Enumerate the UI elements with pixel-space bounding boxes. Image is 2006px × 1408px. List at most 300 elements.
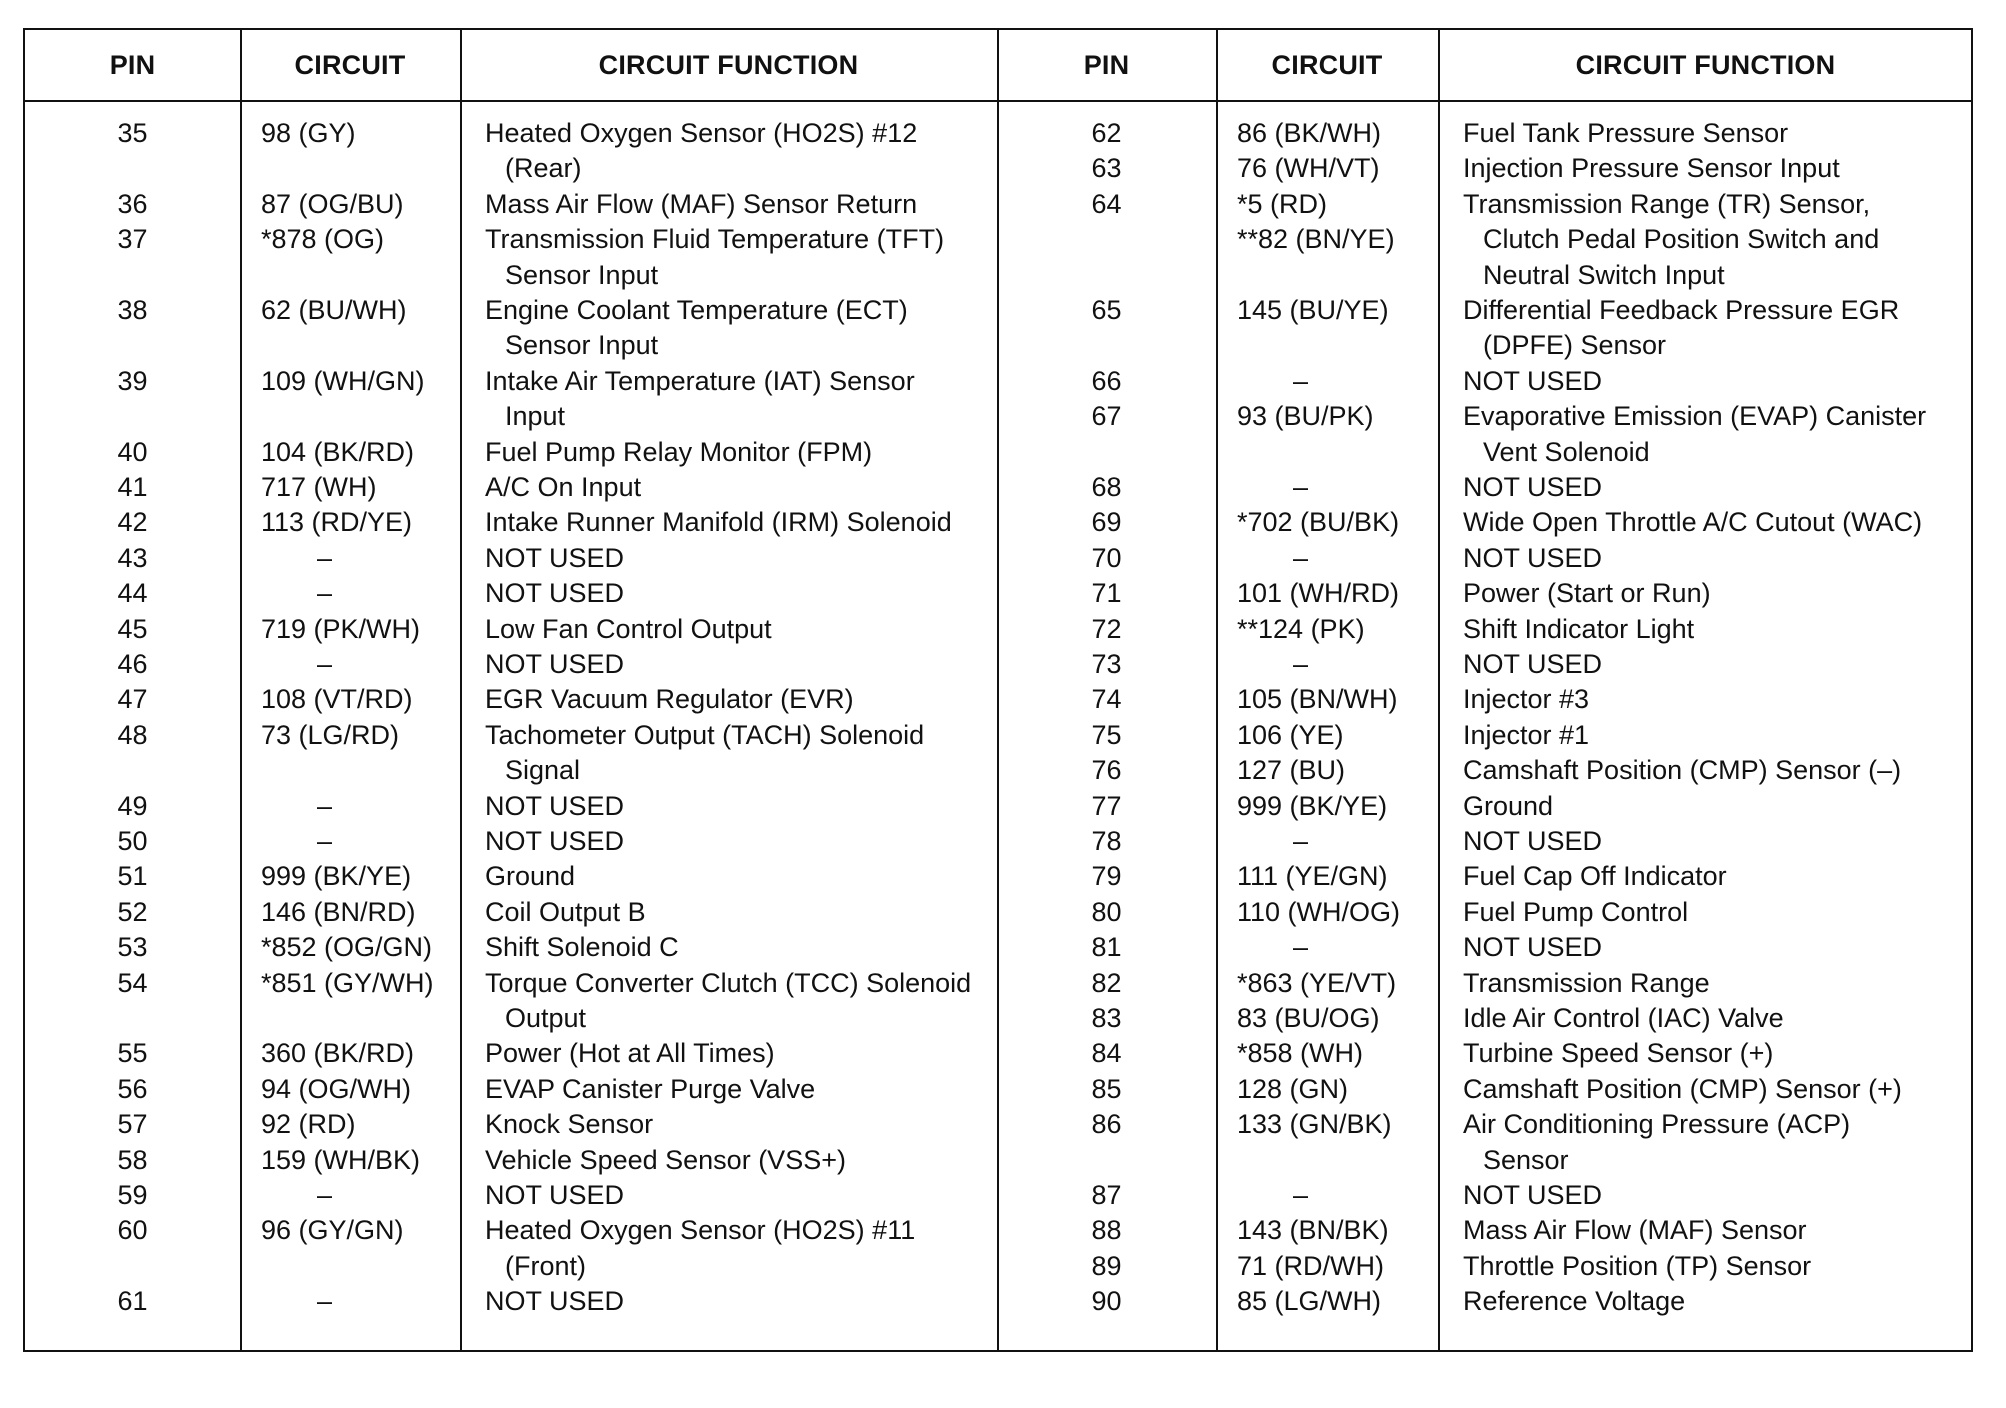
circuit-cell bbox=[261, 364, 460, 399]
function-text: NOT USED bbox=[1463, 932, 1603, 963]
pin-number: 65 bbox=[1091, 295, 1122, 325]
pin-number: 52 bbox=[117, 896, 148, 927]
pin-number: 50 bbox=[117, 826, 148, 856]
function-text: Engine Coolant Temperature (ECT) bbox=[485, 295, 908, 325]
function-cell bbox=[485, 895, 997, 930]
circuit-code: 96 (GY/GN) bbox=[261, 1215, 404, 1246]
circuit-code: 111 (YE/GN) bbox=[1237, 861, 1388, 892]
function-cell bbox=[1463, 824, 1973, 859]
circuit-code: 85 (LG/WH) bbox=[1237, 1286, 1382, 1317]
function-cell bbox=[1463, 789, 1973, 824]
circuit-code: 94 (OG/WH) bbox=[261, 1073, 412, 1104]
circuit-code: 62 (BU/WH) bbox=[261, 295, 407, 325]
function-text-continued: Vent Solenoid bbox=[1483, 436, 1650, 467]
circuit-cell bbox=[1237, 753, 1438, 788]
function-cell bbox=[485, 1178, 997, 1213]
circuit-cell bbox=[261, 1284, 460, 1319]
circuit-code: 110 (WH/OG) bbox=[1237, 896, 1401, 927]
circuit-code: 93 (BU/PK) bbox=[1237, 401, 1374, 432]
header-circuit-left: CIRCUIT bbox=[294, 49, 406, 80]
circuit-cell bbox=[261, 505, 460, 540]
function-text-continued: Output bbox=[505, 1002, 587, 1033]
column-divider bbox=[1216, 30, 1218, 1350]
circuit-cell bbox=[261, 1213, 460, 1248]
circuit-cell bbox=[1237, 151, 1438, 186]
circuit-cell bbox=[1237, 718, 1438, 753]
function-cell bbox=[1463, 1072, 1973, 1107]
pin-number: 48 bbox=[117, 719, 148, 750]
function-text: Power (Hot at All Times) bbox=[485, 1038, 775, 1069]
circuit-code: **124 (PK) bbox=[1237, 613, 1365, 644]
function-cell bbox=[485, 187, 997, 222]
function-cell bbox=[485, 1072, 997, 1107]
function-text: Low Fan Control Output bbox=[485, 613, 772, 644]
circuit-code: 143 (BN/BK) bbox=[1237, 1215, 1389, 1246]
function-text: Ground bbox=[1463, 790, 1554, 821]
circuit-code: 159 (WH/BK) bbox=[261, 1144, 421, 1175]
circuit-cell bbox=[261, 116, 460, 151]
circuit-cell bbox=[261, 187, 460, 222]
circuit-code: – bbox=[1293, 932, 1309, 963]
circuit-cell bbox=[1237, 576, 1438, 611]
function-cell bbox=[485, 541, 997, 576]
column-divider bbox=[240, 30, 242, 1350]
circuit-code: 360 (BK/RD) bbox=[261, 1038, 415, 1069]
circuit-code: 83 (BU/OG) bbox=[1237, 1003, 1380, 1033]
function-text: A/C On Input bbox=[485, 472, 642, 502]
function-text: NOT USED bbox=[485, 826, 625, 856]
pin-number: 47 bbox=[117, 684, 148, 715]
circuit-cell bbox=[1237, 612, 1438, 647]
function-text: Turbine Speed Sensor (+) bbox=[1463, 1038, 1774, 1069]
function-cell bbox=[1463, 1249, 1973, 1284]
pin-number: 67 bbox=[1091, 401, 1122, 432]
function-cell bbox=[485, 824, 997, 859]
function-text: Tachometer Output (TACH) Solenoid bbox=[485, 719, 925, 750]
function-text: Power (Start or Run) bbox=[1463, 578, 1711, 609]
function-text: Heated Oxygen Sensor (HO2S) #11 bbox=[485, 1215, 916, 1246]
function-cell bbox=[485, 930, 997, 965]
circuit-cell bbox=[261, 789, 460, 824]
circuit-cell bbox=[1237, 1107, 1438, 1142]
circuit-code: 87 (OG/BU) bbox=[261, 188, 404, 219]
function-cell bbox=[1463, 364, 1973, 399]
function-text: NOT USED bbox=[1463, 1180, 1603, 1210]
function-text: Coil Output B bbox=[485, 896, 646, 927]
pin-number: 80 bbox=[1091, 896, 1122, 927]
circuit-code: – bbox=[1293, 542, 1309, 573]
function-cell bbox=[485, 116, 997, 187]
pin-number: 38 bbox=[117, 295, 148, 325]
function-text: NOT USED bbox=[485, 578, 625, 609]
circuit-code: 999 (BK/YE) bbox=[1237, 790, 1388, 821]
function-text: Injection Pressure Sensor Input bbox=[1463, 153, 1840, 184]
pin-number: 73 bbox=[1091, 649, 1122, 679]
pin-number: 63 bbox=[1091, 153, 1122, 184]
pin-number: 83 bbox=[1091, 1003, 1122, 1033]
circuit-cell bbox=[1237, 1213, 1438, 1248]
pin-number: 86 bbox=[1091, 1109, 1122, 1140]
pin-number: 77 bbox=[1091, 790, 1122, 821]
circuit-cell bbox=[1237, 895, 1438, 930]
pin-number: 75 bbox=[1091, 719, 1122, 750]
function-cell bbox=[1463, 682, 1973, 717]
circuit-cell bbox=[1237, 470, 1438, 505]
function-text-continued: (Rear) bbox=[505, 153, 582, 184]
function-cell bbox=[485, 293, 997, 364]
pin-number: 41 bbox=[117, 472, 148, 502]
function-cell bbox=[1463, 1178, 1973, 1213]
circuit-cell bbox=[1237, 789, 1438, 824]
function-cell bbox=[1463, 187, 1973, 293]
function-text-continued: Clutch Pedal Position Switch and bbox=[1483, 224, 1880, 255]
circuit-cell bbox=[1237, 399, 1438, 434]
function-cell bbox=[1463, 399, 1973, 470]
circuit-cell bbox=[261, 435, 460, 470]
circuit-cell bbox=[261, 293, 460, 328]
function-text-continued: Signal bbox=[505, 755, 581, 786]
circuit-code: – bbox=[317, 542, 333, 573]
circuit-code: 109 (WH/GN) bbox=[261, 365, 425, 396]
circuit-cell bbox=[1237, 859, 1438, 894]
circuit-cell bbox=[261, 222, 460, 257]
function-text: Shift Solenoid C bbox=[485, 932, 679, 963]
pin-number: 59 bbox=[117, 1180, 148, 1210]
circuit-cell bbox=[261, 1178, 460, 1213]
pin-number: 85 bbox=[1091, 1073, 1122, 1104]
function-text: Reference Voltage bbox=[1463, 1286, 1686, 1317]
circuit-cell bbox=[1237, 1072, 1438, 1107]
pin-number: 55 bbox=[117, 1038, 148, 1069]
function-text: Wide Open Throttle A/C Cutout (WAC) bbox=[1463, 507, 1923, 538]
function-cell bbox=[1463, 1107, 1973, 1178]
function-text: Mass Air Flow (MAF) Sensor bbox=[1463, 1215, 1807, 1246]
circuit-cell bbox=[261, 1107, 460, 1142]
function-text: Differential Feedback Pressure EGR bbox=[1463, 295, 1900, 325]
function-cell bbox=[485, 222, 997, 293]
pin-number: 43 bbox=[117, 542, 148, 573]
function-cell bbox=[485, 1143, 997, 1178]
function-cell bbox=[485, 505, 997, 540]
header-pin-left: PIN bbox=[109, 49, 156, 80]
circuit-cell bbox=[261, 966, 460, 1001]
function-cell bbox=[1463, 612, 1973, 647]
pin-number: 79 bbox=[1091, 861, 1122, 892]
function-cell bbox=[1463, 293, 1973, 364]
function-text: Torque Converter Clutch (TCC) Solenoid bbox=[485, 967, 972, 998]
circuit-code: – bbox=[1293, 649, 1309, 679]
circuit-cell bbox=[261, 930, 460, 965]
pin-number: 69 bbox=[1091, 507, 1122, 538]
pin-number: 89 bbox=[1091, 1250, 1122, 1281]
function-text: Fuel Pump Control bbox=[1463, 896, 1689, 927]
function-text: Evaporative Emission (EVAP) Canister bbox=[1463, 401, 1927, 432]
function-text-continued: Sensor Input bbox=[505, 259, 659, 290]
circuit-cell bbox=[1237, 364, 1438, 399]
circuit-cell bbox=[261, 541, 460, 576]
function-cell bbox=[485, 1213, 997, 1284]
pin-number: 54 bbox=[117, 967, 148, 998]
pin-number: 49 bbox=[117, 790, 148, 821]
function-text: Transmission Range (TR) Sensor, bbox=[1463, 188, 1871, 219]
function-cell bbox=[1463, 116, 1973, 151]
circuit-code: 92 (RD) bbox=[261, 1109, 356, 1140]
pin-number: 72 bbox=[1091, 613, 1122, 644]
function-text: Idle Air Control (IAC) Valve bbox=[1463, 1003, 1784, 1033]
pin-number: 35 bbox=[117, 118, 148, 148]
function-text: NOT USED bbox=[485, 1286, 625, 1317]
circuit-code: – bbox=[317, 578, 333, 609]
function-text: Fuel Pump Relay Monitor (FPM) bbox=[485, 436, 873, 467]
function-cell bbox=[1463, 576, 1973, 611]
function-cell bbox=[485, 364, 997, 435]
circuit-code: – bbox=[1293, 365, 1309, 396]
circuit-code: – bbox=[1293, 472, 1309, 502]
function-text: NOT USED bbox=[1463, 542, 1603, 573]
circuit-cell bbox=[1237, 1284, 1438, 1319]
circuit-cell bbox=[261, 682, 460, 717]
circuit-code: 101 (WH/RD) bbox=[1237, 578, 1400, 609]
function-text: NOT USED bbox=[1463, 472, 1603, 502]
circuit-code: *863 (YE/VT) bbox=[1237, 967, 1397, 998]
circuit-code: – bbox=[317, 1180, 333, 1210]
pin-number: 61 bbox=[117, 1286, 148, 1317]
circuit-code: *852 (OG/GN) bbox=[261, 932, 433, 963]
circuit-cell bbox=[261, 859, 460, 894]
pin-number: 90 bbox=[1091, 1286, 1122, 1317]
function-text: Intake Air Temperature (IAT) Sensor bbox=[485, 365, 915, 396]
function-cell bbox=[1463, 1001, 1973, 1036]
pin-number: 57 bbox=[117, 1109, 148, 1140]
circuit-code: 108 (VT/RD) bbox=[261, 684, 413, 715]
circuit-code: *878 (OG) bbox=[261, 224, 385, 255]
circuit-code: – bbox=[317, 1286, 333, 1317]
function-cell bbox=[1463, 966, 1973, 1001]
column-divider bbox=[1438, 30, 1440, 1350]
circuit-cell bbox=[1237, 1178, 1438, 1213]
pin-number: 53 bbox=[117, 932, 148, 963]
circuit-code: – bbox=[1293, 1180, 1309, 1210]
circuit-code: *5 (RD) bbox=[1237, 188, 1328, 219]
header-circuit-right: CIRCUIT bbox=[1271, 49, 1383, 80]
function-text: NOT USED bbox=[485, 790, 625, 821]
function-text: Ground bbox=[485, 861, 576, 892]
function-cell bbox=[1463, 930, 1973, 965]
pin-number: 82 bbox=[1091, 967, 1122, 998]
circuit-code: 113 (RD/YE) bbox=[261, 507, 413, 538]
pin-number: 66 bbox=[1091, 365, 1122, 396]
header-function-right: CIRCUIT FUNCTION bbox=[1575, 49, 1836, 80]
function-cell bbox=[485, 682, 997, 717]
function-text: Camshaft Position (CMP) Sensor (+) bbox=[1463, 1073, 1902, 1104]
function-text: NOT USED bbox=[485, 649, 625, 679]
circuit-code: 105 (BN/WH) bbox=[1237, 684, 1398, 715]
pin-number: 60 bbox=[117, 1215, 148, 1246]
pin-number: 62 bbox=[1091, 118, 1122, 148]
circuit-cell bbox=[1237, 1001, 1438, 1036]
pin-number: 70 bbox=[1091, 542, 1122, 573]
circuit-code: *858 (WH) bbox=[1237, 1038, 1364, 1069]
pin-number: 78 bbox=[1091, 826, 1122, 856]
pin-number: 46 bbox=[117, 649, 148, 679]
function-cell bbox=[1463, 1036, 1973, 1071]
circuit-code: 145 (BU/YE) bbox=[1237, 295, 1389, 325]
function-cell bbox=[485, 718, 997, 789]
header-divider bbox=[25, 100, 1971, 102]
pin-number: 51 bbox=[117, 861, 148, 892]
pin-table bbox=[23, 28, 1973, 1352]
circuit-cell bbox=[1237, 1036, 1438, 1071]
function-cell bbox=[1463, 859, 1973, 894]
circuit-code: 999 (BK/YE) bbox=[261, 861, 412, 892]
function-cell bbox=[1463, 647, 1973, 682]
function-text: Fuel Cap Off Indicator bbox=[1463, 861, 1727, 892]
circuit-cell bbox=[1237, 682, 1438, 717]
pin-number: 36 bbox=[117, 188, 148, 219]
function-text: Mass Air Flow (MAF) Sensor Return bbox=[485, 188, 918, 219]
function-text: Heated Oxygen Sensor (HO2S) #12 bbox=[485, 118, 918, 148]
pin-number: 39 bbox=[117, 365, 148, 396]
function-cell bbox=[1463, 753, 1973, 788]
function-text: Injector #1 bbox=[1463, 719, 1590, 750]
function-text: Air Conditioning Pressure (ACP) bbox=[1463, 1109, 1851, 1140]
circuit-code: 86 (BK/WH) bbox=[1237, 118, 1382, 148]
function-cell bbox=[1463, 718, 1973, 753]
function-text: NOT USED bbox=[1463, 365, 1603, 396]
function-cell bbox=[485, 576, 997, 611]
circuit-cell bbox=[261, 470, 460, 505]
function-text: NOT USED bbox=[485, 1180, 625, 1210]
circuit-code: 717 (WH) bbox=[261, 472, 377, 502]
pin-number: 45 bbox=[117, 613, 148, 644]
circuit-code: 106 (YE) bbox=[1237, 719, 1344, 750]
pin-number: 42 bbox=[117, 507, 148, 538]
header-pin-right: PIN bbox=[1083, 49, 1130, 80]
function-text: NOT USED bbox=[485, 542, 625, 573]
function-cell bbox=[1463, 151, 1973, 186]
pin-number: 74 bbox=[1091, 684, 1122, 715]
pin-number: 88 bbox=[1091, 1215, 1122, 1246]
pin-number: 68 bbox=[1091, 472, 1122, 502]
header-function-left: CIRCUIT FUNCTION bbox=[598, 49, 859, 80]
pin-number: 37 bbox=[117, 224, 148, 255]
function-text: NOT USED bbox=[1463, 649, 1603, 679]
circuit-cell bbox=[1237, 116, 1438, 151]
circuit-cell bbox=[1237, 505, 1438, 540]
circuit-code: – bbox=[1293, 826, 1309, 856]
circuit-cell bbox=[1237, 1249, 1438, 1284]
function-cell bbox=[485, 1284, 997, 1319]
function-text: Camshaft Position (CMP) Sensor (–) bbox=[1463, 755, 1902, 786]
circuit-cell bbox=[261, 647, 460, 682]
circuit-cell bbox=[1237, 930, 1438, 965]
pin-number: 87 bbox=[1091, 1180, 1122, 1210]
pin-number: 58 bbox=[117, 1144, 148, 1175]
function-text: Shift Indicator Light bbox=[1463, 613, 1695, 644]
circuit-cell bbox=[261, 612, 460, 647]
function-text-continued: Sensor Input bbox=[505, 330, 659, 361]
circuit-cell bbox=[1237, 293, 1438, 328]
function-text: Vehicle Speed Sensor (VSS+) bbox=[485, 1144, 846, 1175]
circuit-code: 71 (RD/WH) bbox=[1237, 1250, 1384, 1281]
pin-number: 84 bbox=[1091, 1038, 1122, 1069]
circuit-code: *702 (BU/BK) bbox=[1237, 507, 1400, 538]
circuit-code: 127 (BU) bbox=[1237, 755, 1346, 786]
function-text: Knock Sensor bbox=[485, 1109, 654, 1140]
function-cell bbox=[485, 1107, 997, 1142]
function-cell bbox=[1463, 505, 1973, 540]
function-text: Injector #3 bbox=[1463, 684, 1590, 715]
circuit-cell bbox=[261, 1036, 460, 1071]
function-text-continued: Neutral Switch Input bbox=[1483, 259, 1725, 290]
function-cell bbox=[485, 789, 997, 824]
function-cell bbox=[1463, 541, 1973, 576]
function-cell bbox=[485, 1036, 997, 1071]
function-text: EGR Vacuum Regulator (EVR) bbox=[485, 684, 854, 715]
function-text: EVAP Canister Purge Valve bbox=[485, 1073, 816, 1104]
function-cell bbox=[485, 647, 997, 682]
function-text-continued: (Front) bbox=[505, 1250, 586, 1281]
function-cell bbox=[1463, 895, 1973, 930]
function-text: Throttle Position (TP) Sensor bbox=[1463, 1250, 1812, 1281]
circuit-code: – bbox=[317, 790, 333, 821]
pin-number: 44 bbox=[117, 578, 148, 609]
function-cell bbox=[1463, 1284, 1973, 1319]
circuit-code: – bbox=[317, 649, 333, 679]
column-divider bbox=[460, 30, 462, 1350]
circuit-cell bbox=[1237, 647, 1438, 682]
function-text: Intake Runner Manifold (IRM) Solenoid bbox=[485, 507, 952, 538]
pin-number: 56 bbox=[117, 1073, 148, 1104]
circuit-cell bbox=[261, 576, 460, 611]
circuit-code: – bbox=[317, 826, 333, 856]
function-text: Transmission Range bbox=[1463, 967, 1710, 998]
pin-number: 64 bbox=[1091, 188, 1122, 219]
pin-number: 40 bbox=[117, 436, 148, 467]
circuit-cell bbox=[1237, 966, 1438, 1001]
pin-number: 76 bbox=[1091, 755, 1122, 786]
circuit-code: 133 (GN/BK) bbox=[1237, 1109, 1392, 1140]
circuit-cell bbox=[1237, 824, 1438, 859]
circuit-code: **82 (BN/YE) bbox=[1237, 224, 1395, 255]
circuit-cell bbox=[261, 1143, 460, 1178]
circuit-code: 146 (BN/RD) bbox=[261, 896, 416, 927]
function-text: Fuel Tank Pressure Sensor bbox=[1463, 118, 1789, 148]
function-text: Transmission Fluid Temperature (TFT) bbox=[485, 224, 945, 255]
circuit-cell bbox=[1237, 187, 1438, 258]
function-cell bbox=[485, 966, 997, 1037]
function-cell bbox=[485, 470, 997, 505]
function-text-continued: (DPFE) Sensor bbox=[1483, 330, 1667, 361]
circuit-code: 98 (GY) bbox=[261, 118, 356, 148]
circuit-code: *851 (GY/WH) bbox=[261, 967, 434, 998]
function-cell bbox=[485, 435, 997, 470]
circuit-code: 73 (LG/RD) bbox=[261, 719, 400, 750]
circuit-code: 128 (GN) bbox=[1237, 1073, 1349, 1104]
function-cell bbox=[485, 612, 997, 647]
circuit-cell bbox=[261, 1072, 460, 1107]
circuit-code: 104 (BK/RD) bbox=[261, 436, 415, 467]
function-cell bbox=[1463, 470, 1973, 505]
circuit-cell bbox=[1237, 541, 1438, 576]
circuit-code: 76 (WH/VT) bbox=[1237, 153, 1380, 184]
circuit-code: 719 (PK/WH) bbox=[261, 613, 421, 644]
pin-number: 81 bbox=[1091, 932, 1122, 963]
function-cell bbox=[1463, 1213, 1973, 1248]
circuit-cell bbox=[261, 895, 460, 930]
circuit-cell bbox=[261, 718, 460, 753]
function-text-continued: Input bbox=[505, 401, 566, 432]
